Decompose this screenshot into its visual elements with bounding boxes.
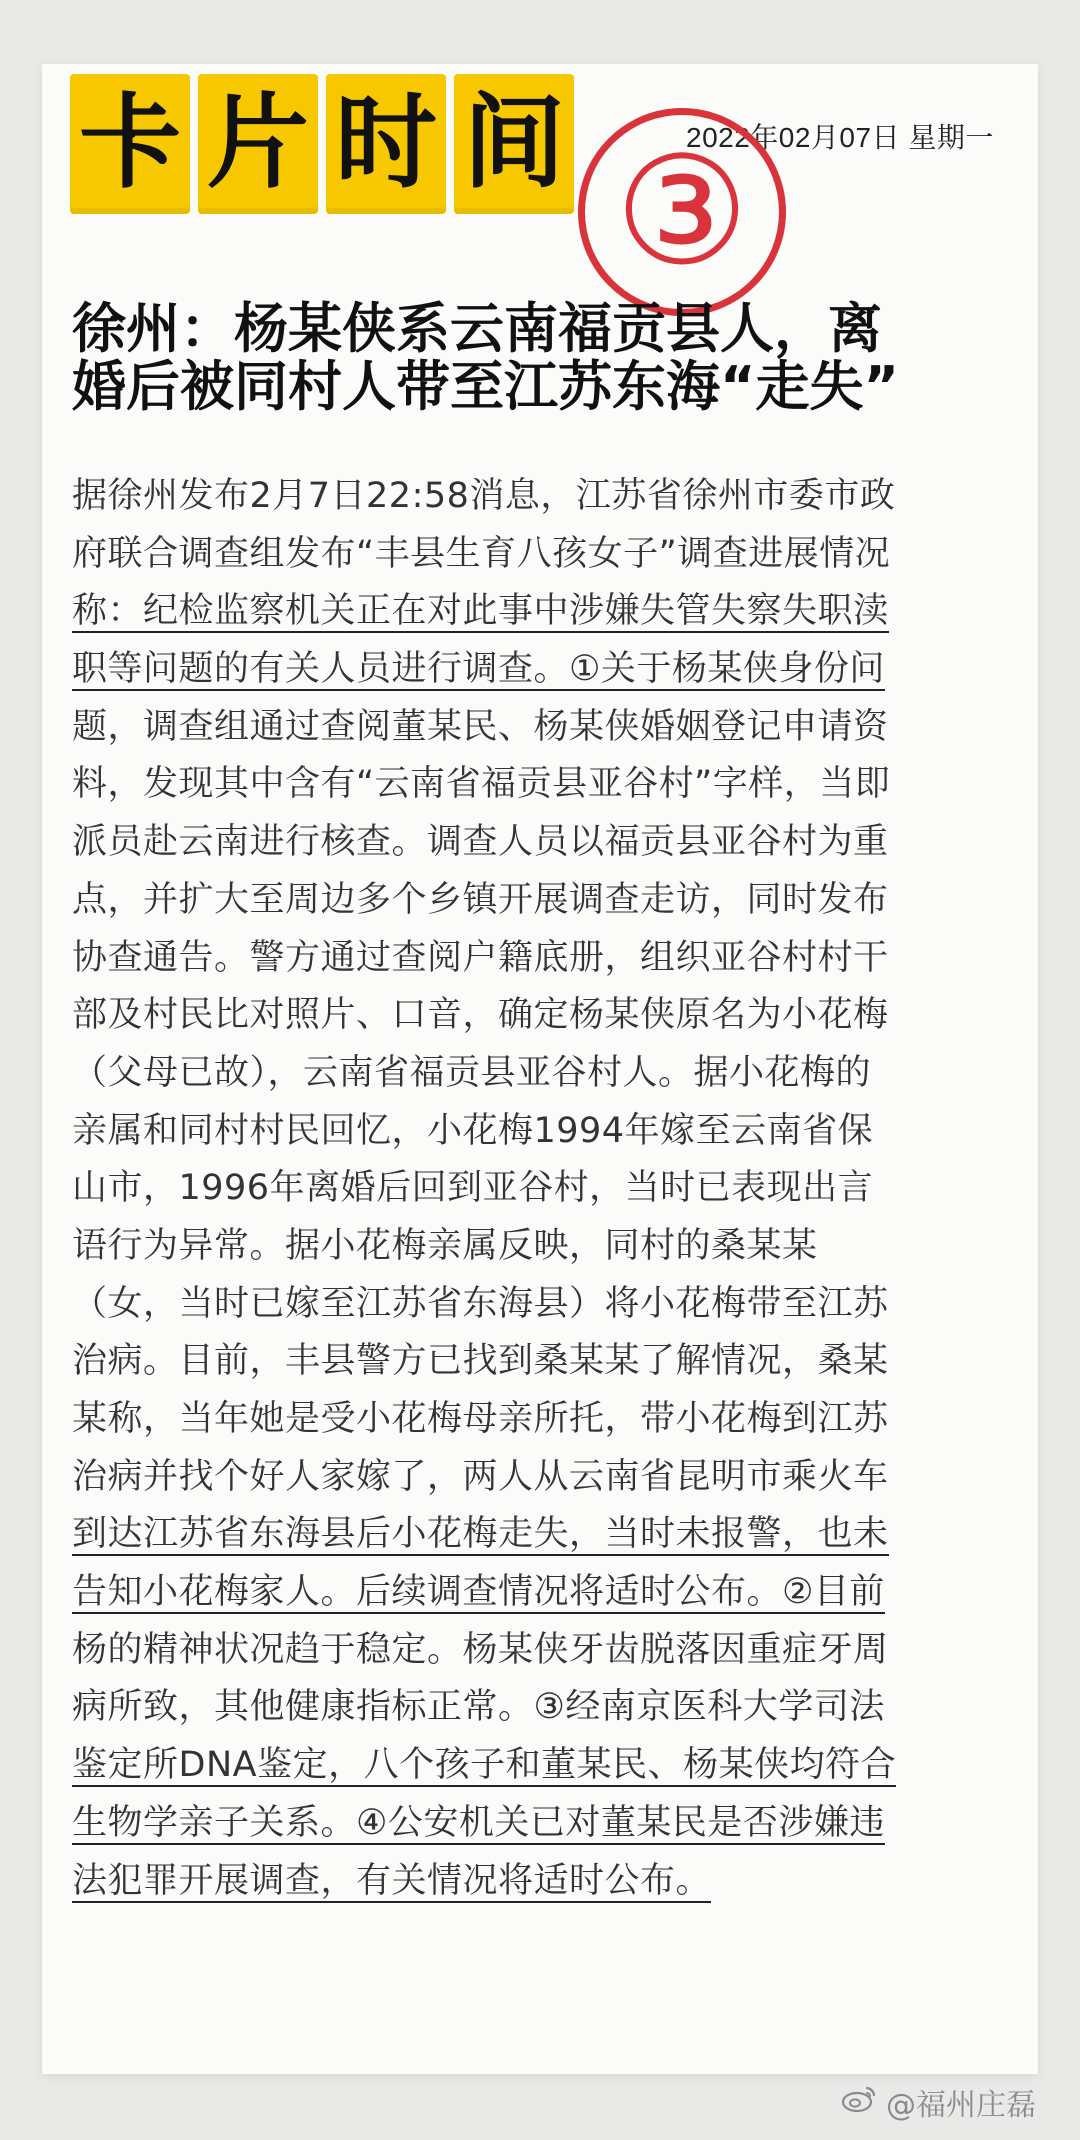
body-line — [72, 1853, 1022, 1911]
body-line — [72, 1737, 1022, 1795]
banner-char-3: 时 — [326, 74, 446, 214]
banner-char-1: 卡 — [70, 74, 190, 214]
body-line: 据徐州发布2月7日22:58消息，江苏省徐州市委市政 — [72, 476, 896, 516]
headline-line: 婚后被同村人带至江苏东海“走失” — [72, 354, 899, 418]
body-line: 杨的精神状况趋于稳定。杨某侠牙齿脱落因重症牙周 — [72, 1629, 889, 1670]
body-line: 部及村民比对照片、口音，确定杨某侠原名为小花梅 — [72, 995, 889, 1036]
body-line — [72, 1564, 1022, 1622]
body-line — [72, 583, 1022, 641]
body-line — [72, 1506, 1022, 1564]
body-line: 题，调查组通过查阅董某民、杨某侠婚姻登记申请资 — [72, 706, 889, 747]
watermark-text: @福州庄磊 — [886, 2088, 1036, 2123]
body-line — [72, 641, 1022, 699]
article-body — [72, 468, 1022, 1910]
underlined-text: 称：纪检监察机关正在对此事中涉嫌失管失察失职渎 — [72, 591, 889, 632]
banner-char-2: 片 — [198, 74, 318, 214]
body-line: 病所致，其他健康指标正常。③经南京医科大学司法 — [72, 1687, 885, 1728]
headline-line: 徐州：杨某侠系云南福贡县人，离 — [72, 297, 882, 360]
body-line: 府联合调查组发布“丰县生育八孩女子”调查进展情况 — [72, 533, 891, 574]
publish-date: 2022年02月07日 星期一 — [686, 122, 994, 153]
body-line: 山市，1996年离婚后回到亚谷村，当时已表现出言 — [72, 1168, 874, 1209]
body-line: 协查通告。警方通过查阅户籍底册，组织亚谷村村干 — [72, 937, 889, 978]
underlined-text: 生物学亲子关系。④公安机关已对董某民是否涉嫌违 — [72, 1802, 885, 1843]
banner-char-4: 间 — [454, 74, 574, 214]
body-line: 派员赴云南进行核查。调查人员以福贡县亚谷村为重 — [72, 822, 889, 863]
underlined-text: 法犯罪开展调查，有关情况将适时公布。 — [72, 1860, 712, 1901]
body-line: 料，发现其中含有“云南省福贡县亚谷村”字样，当即 — [72, 764, 891, 805]
headline — [72, 292, 1012, 418]
body-line — [72, 1795, 1022, 1853]
issue-number-badge: ③ — [578, 108, 786, 316]
body-line: （女，当时已嫁至江苏省东海县）将小花梅带至江苏 — [72, 1283, 889, 1324]
body-line: 治病。目前，丰县警方已找到桑某某了解情况，桑某 — [72, 1341, 889, 1382]
watermark — [840, 2080, 1036, 2124]
body-line: 治病并找个好人家嫁了，两人从云南省昆明市乘火车 — [72, 1456, 889, 1497]
body-line: 语行为异常。据小花梅亲属反映，同村的桑某某 — [72, 1225, 818, 1266]
body-line: （父母已故），云南省福贡县亚谷村人。据小花梅的 — [72, 1052, 872, 1093]
card-time-banner — [70, 74, 574, 214]
body-line: 亲属和同村村民回忆，小花梅1994年嫁至云南省保 — [72, 1110, 874, 1151]
underlined-text: 到达江苏省东海县后小花梅走失，当时未报警，也未 — [72, 1514, 889, 1555]
underlined-text: 告知小花梅家人。后续调查情况将适时公布。②目前 — [72, 1572, 885, 1613]
underlined-text: 职等问题的有关人员进行调查。①关于杨某侠身份问 — [72, 649, 885, 690]
underlined-text: 鉴定所DNA鉴定，八个孩子和董某民、杨某侠均符合 — [72, 1745, 897, 1786]
weibo-icon — [840, 2083, 878, 2121]
body-line: 某称，当年她是受小花梅母亲所托，带小花梅到江苏 — [72, 1399, 889, 1439]
body-line: 点，并扩大至周边多个乡镇开展调查走访，同时发布 — [72, 879, 889, 920]
